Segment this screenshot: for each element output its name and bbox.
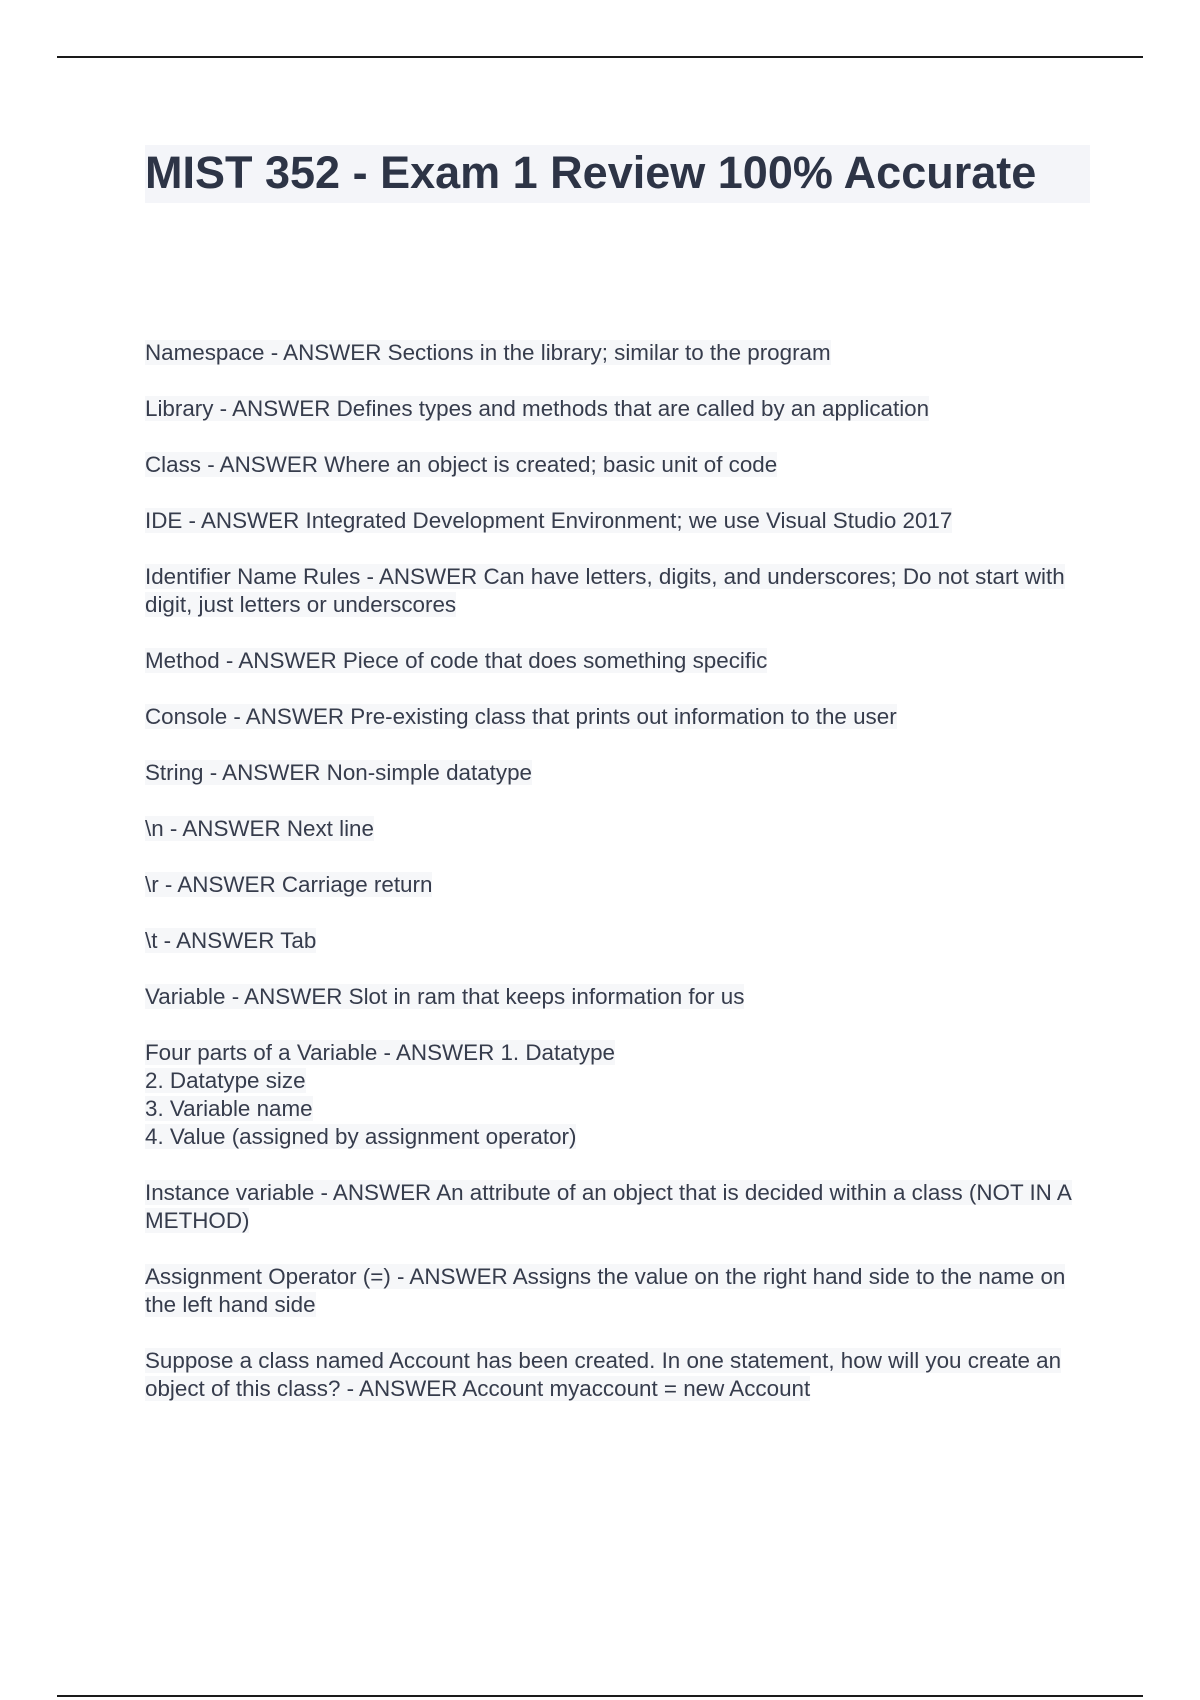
document-page — [145, 145, 1090, 1401]
qa-text: Class - ANSWER Where an object is created; basic unit of code — [145, 452, 778, 477]
top-rule — [57, 56, 1143, 58]
qa-text: Console - ANSWER Pre-existing class that prints out information to the user — [145, 704, 897, 729]
qa-item-console — [145, 703, 1090, 731]
qa-text: \n - ANSWER Next line — [145, 816, 374, 841]
qa-item-library — [145, 395, 1090, 423]
qa-text: Four parts of a Variable - ANSWER 1. Datatype 2. Datatype size 3. Variable name 4. Value (assigned by assignment operator) — [145, 1040, 615, 1149]
qa-item-instance-variable — [145, 1179, 1090, 1235]
qa-item-class — [145, 451, 1090, 479]
qa-text: Identifier Name Rules - ANSWER Can have letters, digits, and underscores; Do not start with digit, just letters or underscores — [145, 564, 1065, 617]
document-title: MIST 352 - Exam 1 Review 100% Accurate — [145, 145, 1090, 203]
qa-text: Assignment Operator (=) - ANSWER Assigns the value on the right hand side to the name on the left hand side — [145, 1264, 1066, 1317]
qa-item-variable — [145, 983, 1090, 1011]
qa-item-string — [145, 759, 1090, 787]
qa-text: Method - ANSWER Piece of code that does something specific — [145, 648, 768, 673]
qa-text: Namespace - ANSWER Sections in the library; similar to the program — [145, 340, 831, 365]
qa-text: \r - ANSWER Carriage return — [145, 872, 433, 897]
qa-item-newline — [145, 815, 1090, 843]
qa-item-identifier-rules — [145, 563, 1090, 619]
qa-item-namespace — [145, 339, 1090, 367]
qa-item-ide — [145, 507, 1090, 535]
qa-text: Variable - ANSWER Slot in ram that keeps information for us — [145, 984, 745, 1009]
qa-text: Suppose a class named Account has been created. In one statement, how will you create an object of this class? - ANSWER Account myaccount = new Account — [145, 1348, 1062, 1401]
qa-item-create-object — [145, 1347, 1090, 1403]
qa-text: IDE - ANSWER Integrated Development Environment; we use Visual Studio 2017 — [145, 508, 953, 533]
qa-item-variable-parts — [145, 1039, 1090, 1151]
qa-item-carriage-return — [145, 871, 1090, 899]
qa-item-tab — [145, 927, 1090, 955]
qa-text: Instance variable - ANSWER An attribute of an object that is decided within a class (NOT IN A METHOD) — [145, 1180, 1072, 1233]
bottom-rule — [57, 1695, 1143, 1697]
qa-text: Library - ANSWER Defines types and methods that are called by an application — [145, 396, 930, 421]
qa-text: \t - ANSWER Tab — [145, 928, 317, 953]
qa-item-method — [145, 647, 1090, 675]
qa-text: String - ANSWER Non-simple datatype — [145, 760, 533, 785]
qa-item-assignment-operator — [145, 1263, 1090, 1319]
qa-list — [145, 339, 1090, 1431]
